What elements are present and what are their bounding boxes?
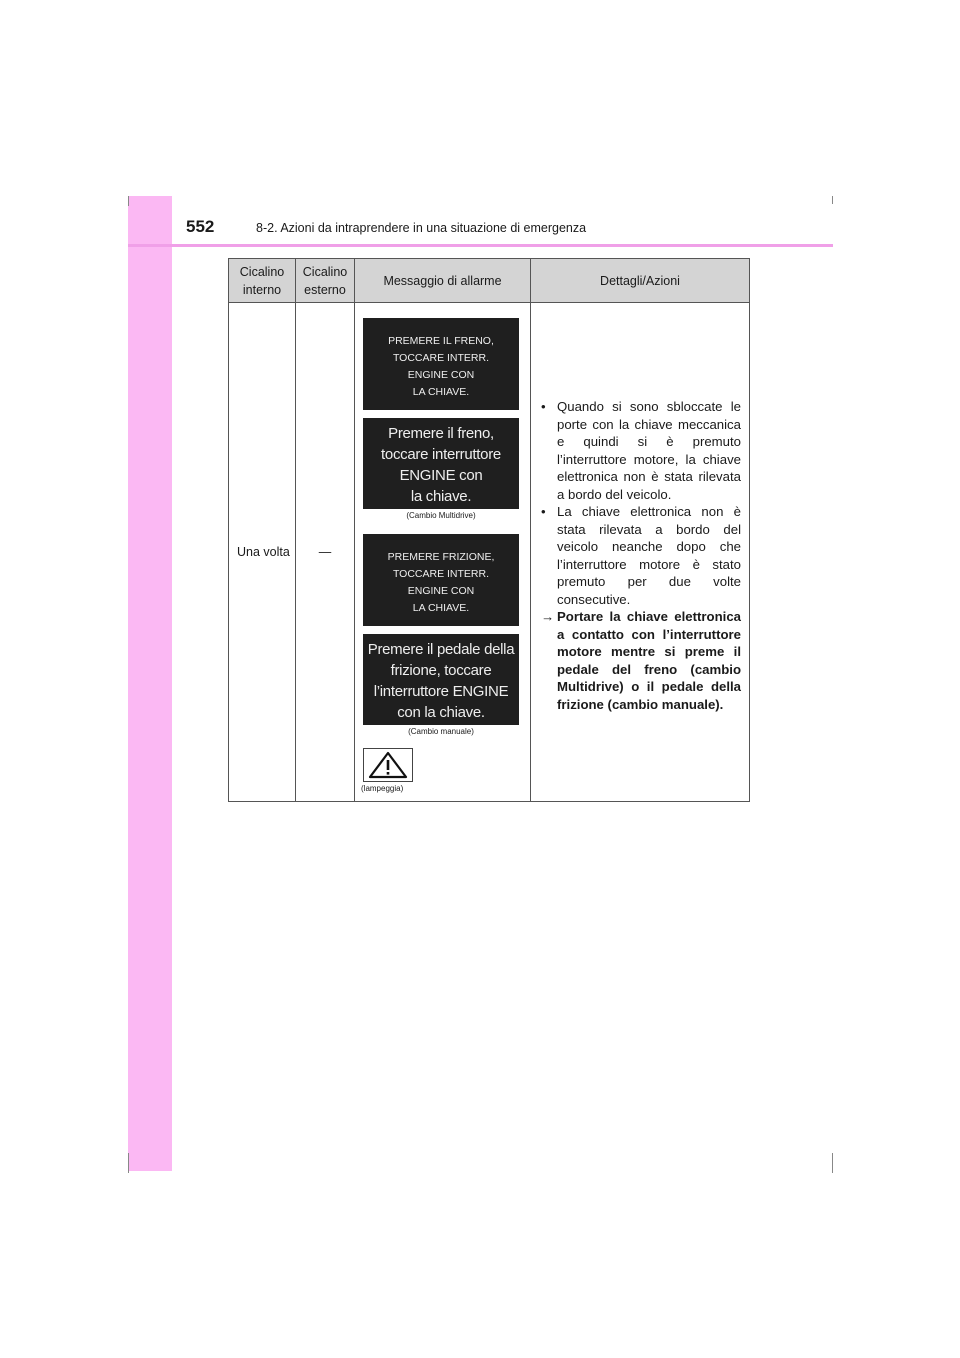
screen-line: LA CHIAVE. — [412, 602, 470, 614]
bullet-mark: • — [541, 504, 546, 519]
screen-line: ENGINE CON — [407, 585, 475, 597]
screen-line: PREMERE IL FRENO, — [388, 335, 494, 347]
screen-line: TOCCARE INTERR. — [392, 352, 490, 364]
screen-line: Premere il freno, — [388, 425, 494, 442]
table-header-row — [229, 259, 750, 303]
warning-caption: (lampeggia) — [361, 784, 404, 793]
external-buzzer-cell: — — [296, 303, 355, 802]
screen-line: PREMERE FRIZIONE, — [387, 551, 495, 563]
details-cell — [531, 303, 750, 802]
bullet-mark: • — [541, 399, 546, 414]
column-header: Cicalino esterno — [296, 259, 355, 303]
detail-bullet — [539, 398, 741, 503]
display-screen-clutch — [363, 634, 519, 725]
bullet-text: La chiave elettronica non è stata rilevata a bordo del veicolo neanche dopo che l’interruttore motore è stato premuto per due volte consecutive. — [557, 504, 741, 607]
screen-line: la chiave. — [410, 488, 472, 505]
detail-bullet — [539, 503, 741, 608]
screen-line: con la chiave. — [397, 704, 485, 721]
alarm-table — [228, 258, 750, 802]
screen-caption-multidrive: (Cambio Multidrive) — [406, 511, 476, 520]
detail-action — [539, 608, 741, 713]
page-number: 552 — [186, 217, 215, 236]
screen-line: TOCCARE INTERR. — [392, 568, 490, 580]
column-header: Cicalino interno — [229, 259, 296, 303]
screen-line: l’interruttore ENGINE — [373, 683, 509, 700]
internal-buzzer-cell: Una volta — [229, 303, 296, 802]
screen-line: Premere il pedale della — [367, 641, 515, 658]
warning-triangle-icon — [367, 751, 409, 779]
screen-caption-manual: (Cambio manuale) — [408, 727, 474, 736]
display-screen-brake — [363, 418, 519, 509]
screen-line: ENGINE CON — [407, 369, 475, 381]
crop-mark — [832, 196, 833, 204]
crop-mark — [128, 1153, 129, 1173]
screen-line: LA CHIAVE. — [412, 386, 470, 398]
display-screen-clutch-caps — [363, 534, 519, 626]
section-title: 8-2. Azioni da intraprendere in una situazione di emergenza — [256, 221, 587, 235]
crop-mark — [128, 196, 129, 206]
table-row — [229, 303, 750, 802]
crop-mark — [832, 1153, 833, 1173]
column-header: Messaggio di allarme — [355, 259, 531, 303]
arrow-icon: → — [541, 609, 555, 624]
display-screen-brake-caps — [363, 318, 519, 410]
bullet-text: Quando si sono sbloccate le porte con la chiave meccanica e quindi si è premuto l’interruttore motore, la chiave elettronica non è stata rilevata a bordo del veicolo. — [557, 399, 741, 502]
screen-line: frizione, toccare — [390, 662, 492, 679]
screen-line: toccare interruttore — [381, 446, 501, 463]
screen-line: ENGINE con — [399, 467, 483, 484]
side-color-band — [128, 196, 172, 1171]
warning-indicator — [363, 748, 413, 782]
column-header: Dettagli/Azioni — [531, 259, 750, 303]
header-rule — [128, 244, 833, 247]
alarm-message-cell — [355, 303, 531, 802]
action-text: Portare la chiave elettronica a contatto con l’interruttore motore mentre si preme il pedale del freno (cambio Multidrive) o il pedale della frizione (cambio manuale). — [557, 609, 741, 712]
